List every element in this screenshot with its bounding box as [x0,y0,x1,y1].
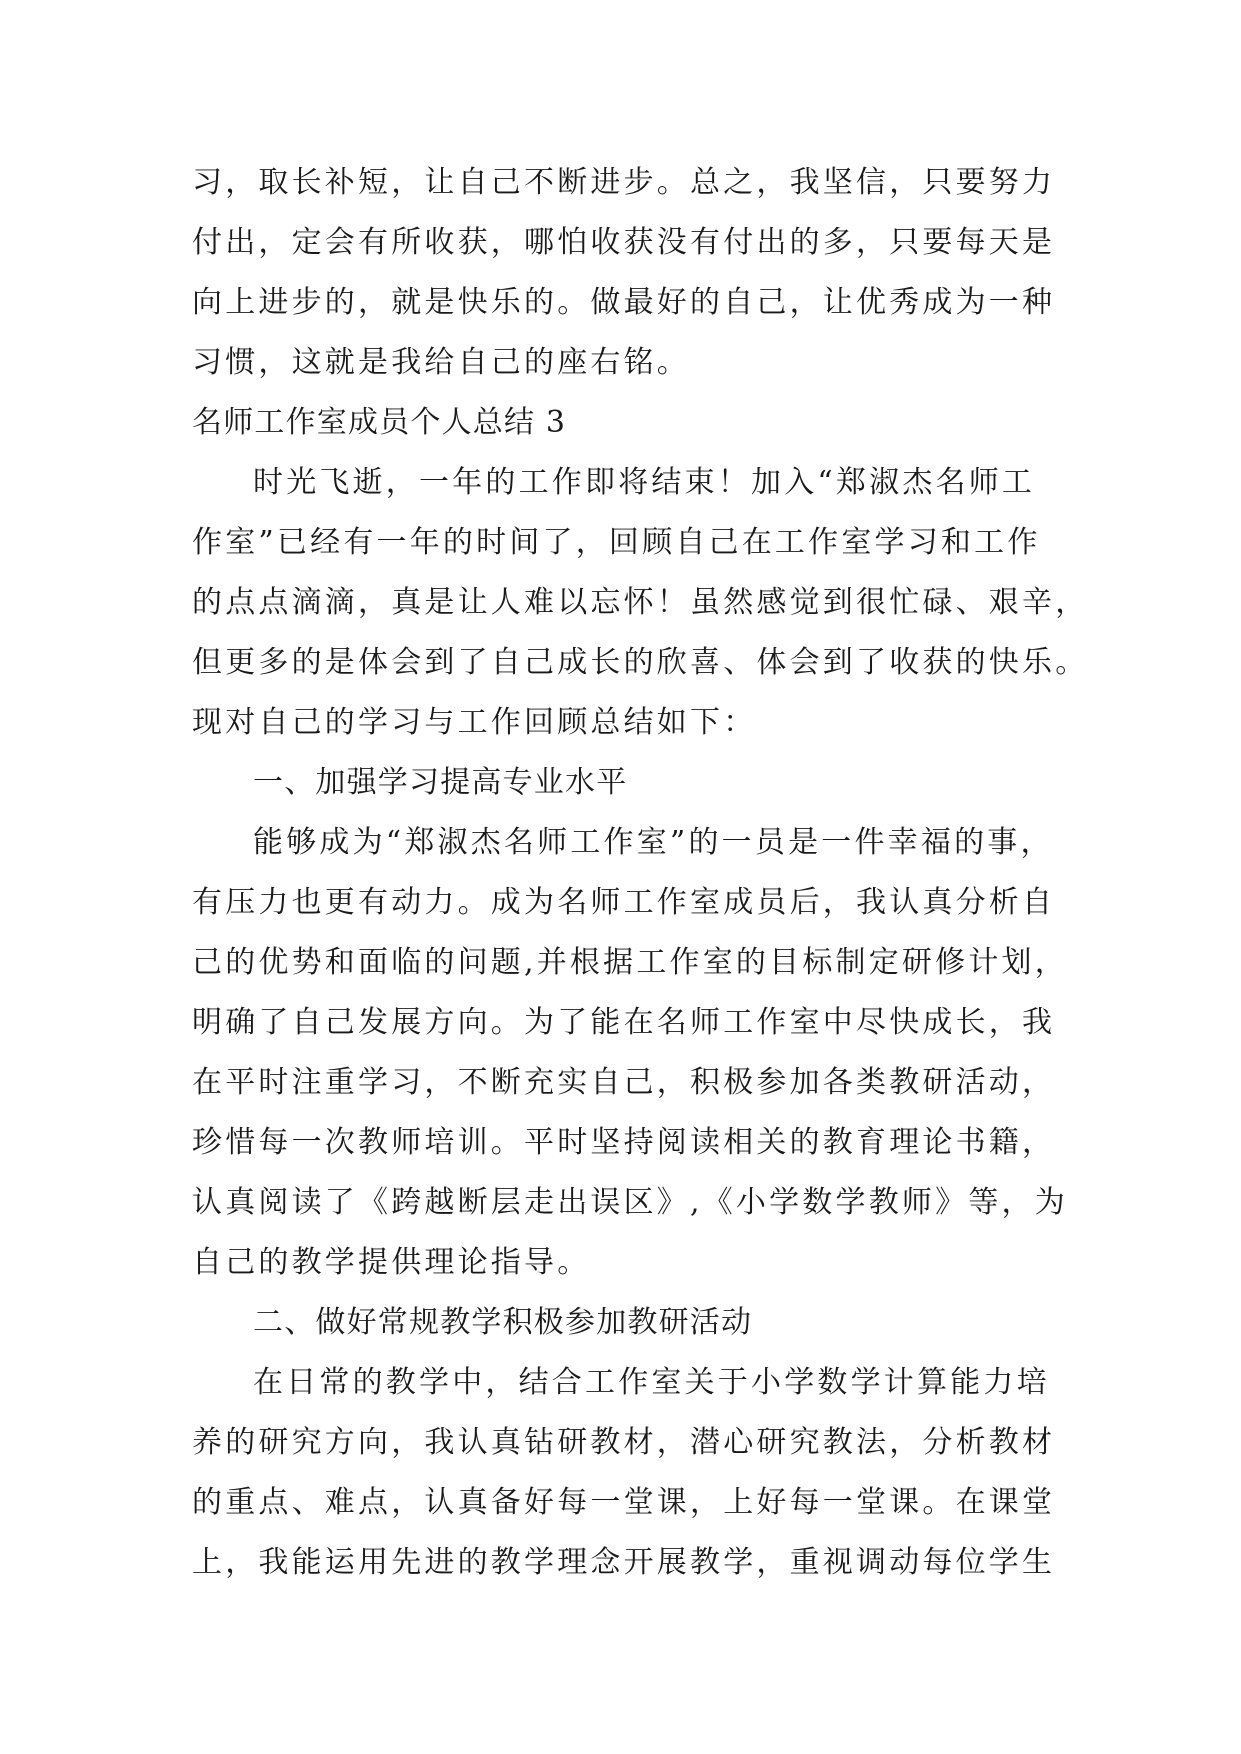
body-text-line: 但更多的是体会到了自己成长的欣喜、体会到了收获的快乐。 [192,645,1089,680]
body-text-line: 现对自己的学习与工作回顾总结如下： [192,705,757,740]
subheading: 二、做好常规教学积极参加教研活动 [253,1305,753,1340]
subheading: 一、加强学习提高专业水平 [253,765,628,800]
body-text-line: 明确了自己发展方向。为了能在名师工作室中尽快成长，我 [192,1005,1056,1040]
body-text-line: 习，取长补短，让自己不断进步。总之，我坚信，只要努力 [192,165,1056,200]
body-text-line: 付出，定会有所收获，哪怕收获没有付出的多，只要每天是 [192,225,1056,260]
body-text-line: 在平时注重学习，不断充实自己，积极参加各类教研活动， [192,1065,1056,1100]
body-text-line: 珍惜每一次教师培训。平时坚持阅读相关的教育理论书籍， [192,1125,1056,1160]
paragraph-first-line: 在日常的教学中，结合工作室关于小学数学计算能力培 [253,1365,1050,1400]
paragraph-first-line: 时光飞逝，一年的工作即将结束！加入“郑淑杰名师工 [253,465,1036,500]
body-text-line: 的重点、难点，认真备好每一堂课，上好每一堂课。在课堂 [192,1485,1056,1520]
section-title: 名师工作室成员个人总结 3 [192,405,567,440]
body-text-line: 己的优势和面临的问题,并根据工作室的目标制定研修计划， [192,945,1068,980]
body-text-line: 作室”已经有一年的时间了，回顾自己在工作室学习和工作 [192,525,1041,560]
body-text-line: 习惯，这就是我给自己的座右铭。 [192,345,690,380]
body-text-line: 向上进步的，就是快乐的。做最好的自己，让优秀成为一种 [192,285,1056,320]
body-text-line: 有压力也更有动力。成为名师工作室成员后，我认真分析自 [192,885,1056,920]
body-text-line: 养的研究方向，我认真钻研教材，潜心研究教法，分析教材 [192,1425,1056,1460]
paragraph-first-line: 能够成为“郑淑杰名师工作室”的一员是一件幸福的事， [253,825,1054,860]
body-text-line: 认真阅读了《跨越断层走出误区》,《小学数学教师》等，为 [192,1185,1068,1220]
body-text-line: 上，我能运用先进的教学理念开展教学，重视调动每位学生 [192,1545,1056,1580]
body-text-line: 自己的教学提供理论指导。 [192,1245,591,1280]
body-text-line: 的点点滴滴，真是让人难以忘怀！虽然感觉到很忙碌、艰辛， [192,585,1089,620]
